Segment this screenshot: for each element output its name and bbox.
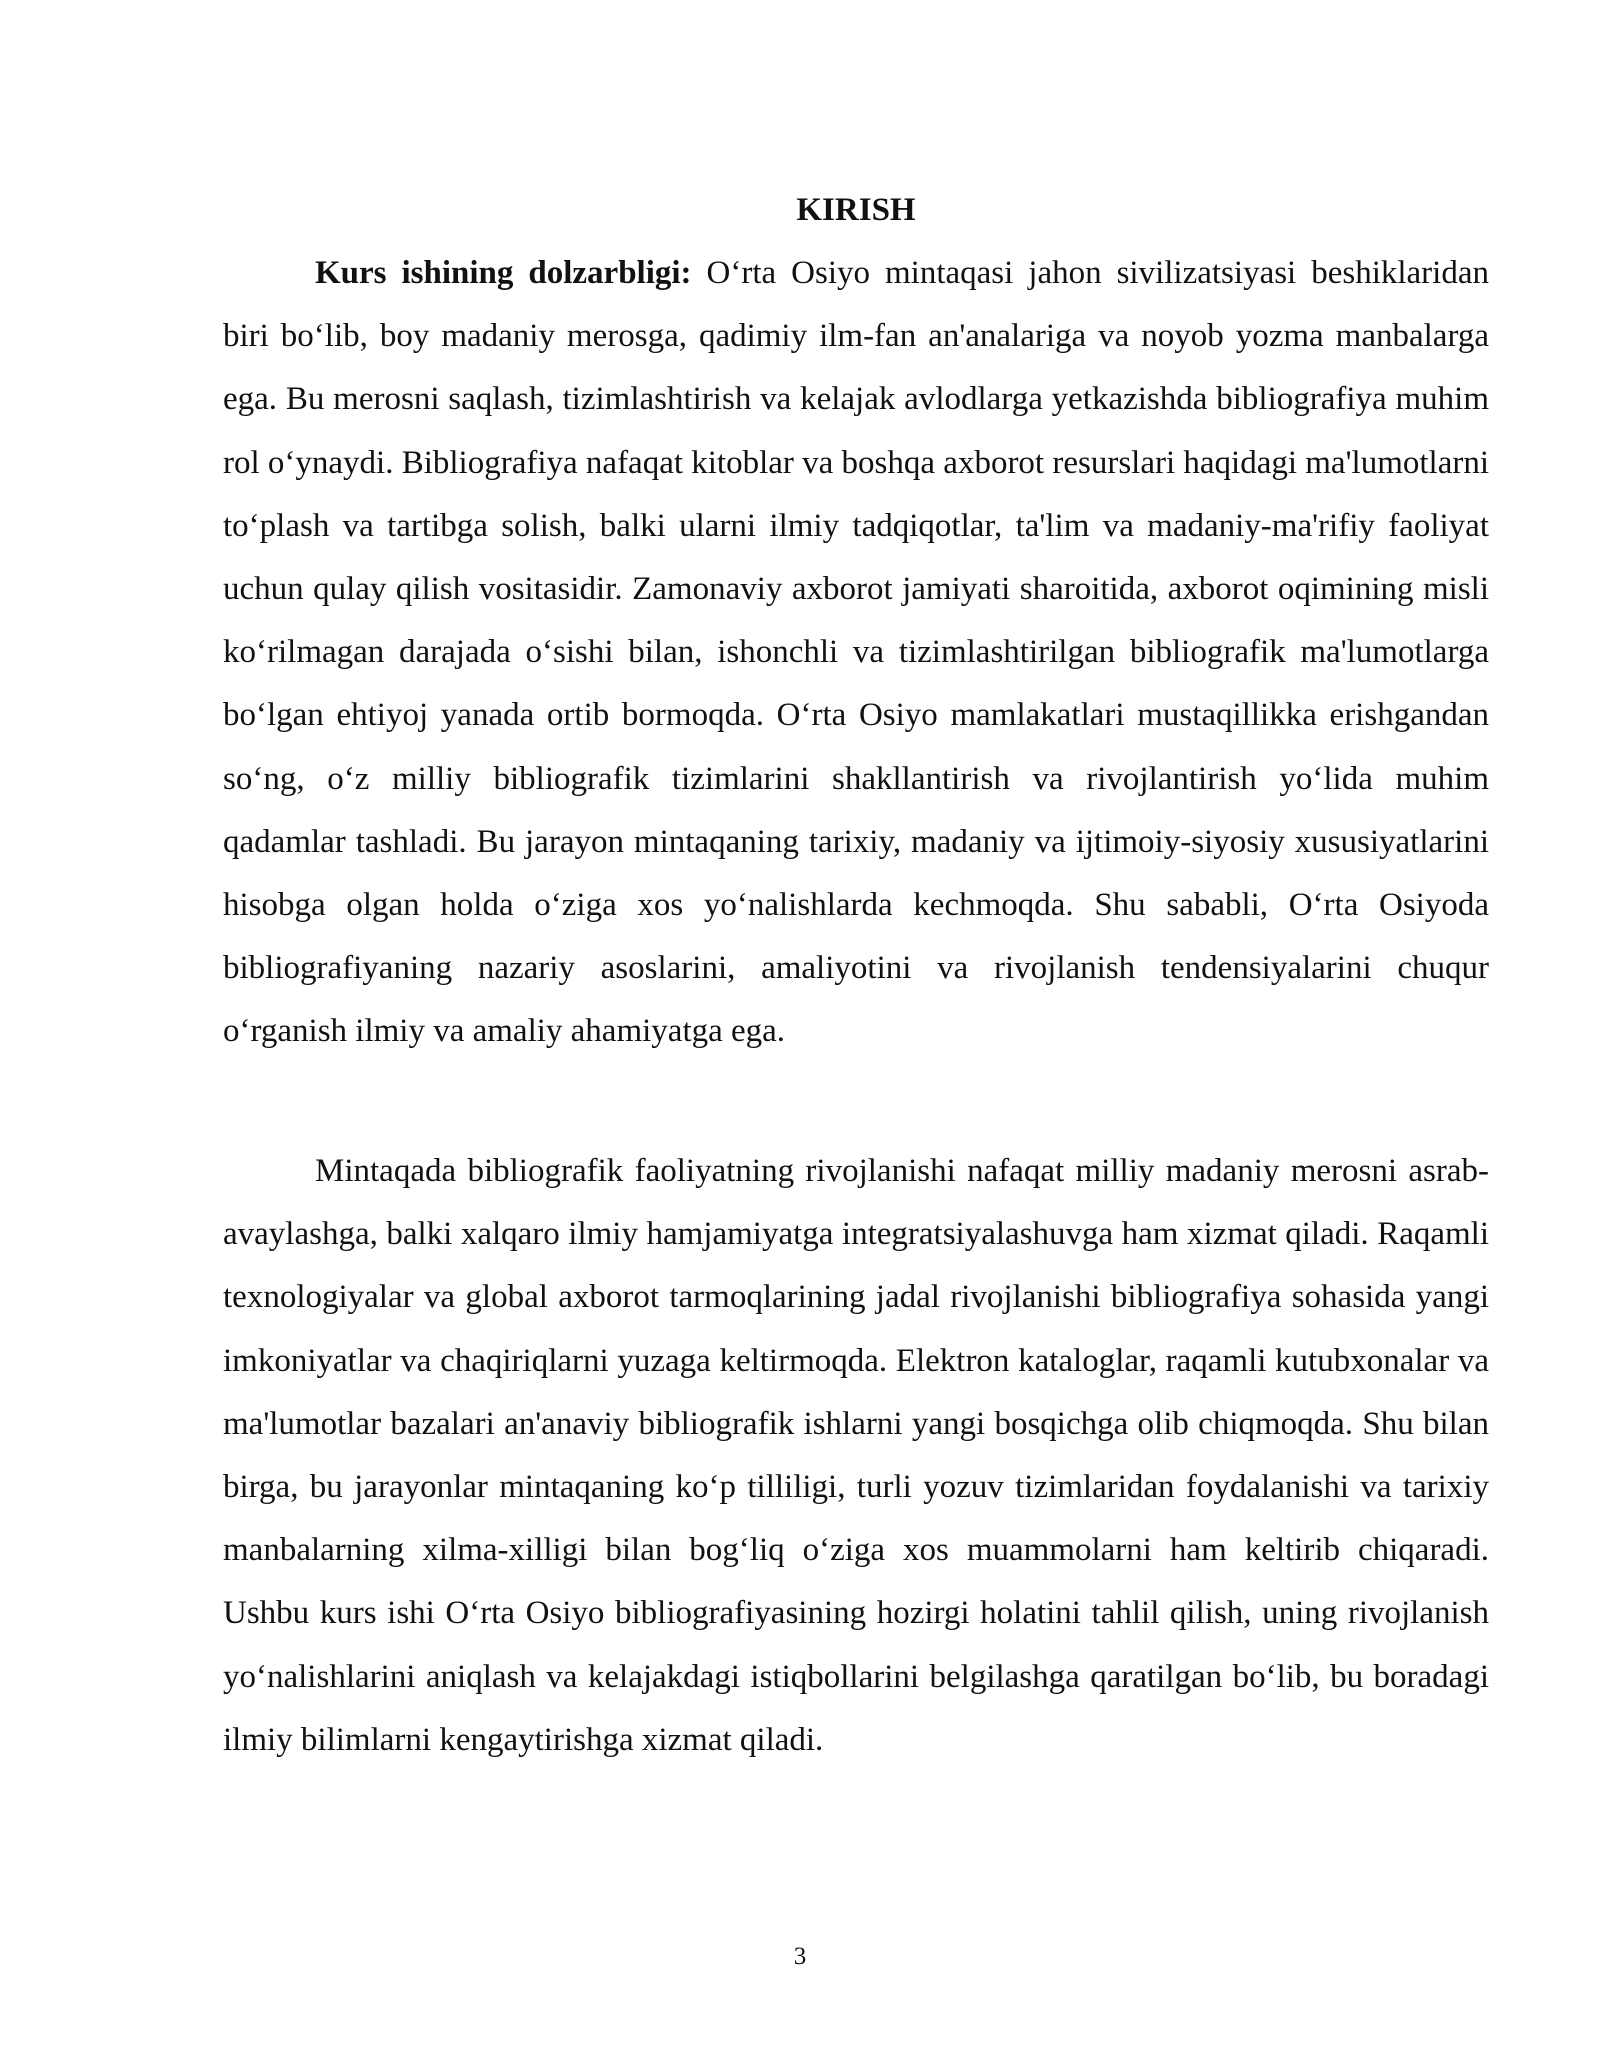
page-number: 3 <box>793 1943 807 1970</box>
paragraph-relevance-text: O‘rta Osiyo mintaqasi jahon sivilizatsiyasi beshiklaridan biri bo‘lib, boy madaniy merosga, qadimiy ilm-fan an'analariga va noyob yozma manbalarga ega. Bu merosni saqlash, tizimlashtirish va kelajak avlodlarga yetkazishda bibliografiya muhim rol o‘ynaydi. Bibliografiya nafaqat kitoblar va boshqa axborot resurslari haqidagi ma'lumotlarni to‘plash va tartibga solish, balki ularni ilmiy tadqiqotlar, ta'lim va madaniy-ma'rifiy faoliyat uchun qulay qilish vositasidir. Zamonaviy axborot jamiyati sharoitida, axborot oqimining misli ko‘rilmagan darajada o‘sishi bilan, ishonchli va tizimlashtirilgan bibliografik ma'lumotlarga bo‘lgan ehtiyoj yanada ortib bormoqda. O‘rta Osiyo mamlakatlari mustaqillikka erishgandan so‘ng, o‘z milliy bibliografik tizimlarini shakllantirish va rivojlantirish yo‘lida muhim qadamlar tashladi. Bu jarayon mintaqaning tarixiy, madaniy va ijtimoiy-siyosiy xususiyatlarini hisobga olgan holda o‘ziga xos yo‘nalishlarda kechmoqda. Shu sababli, O‘rta Osiyoda bibliografiyaning nazariy asoslarini, amaliyotini va rivojlanish tendensiyalarini chuqur o‘rganish ilmiy va amaliy ahamiyatga ega. <box>223 255 1490 1050</box>
paragraph-lead: Kurs ishining dolzarbligi: <box>315 255 692 291</box>
page-title: KIRISH <box>796 192 916 228</box>
paragraph-relevance <box>223 242 1489 1064</box>
paragraph-development: Mintaqada bibliografik faoliyatning rivojlanishi nafaqat milliy madaniy merosni asrab-avaylashga, balki xalqaro ilmiy hamjamiyatga integratsiyalashuvga ham xizmat qiladi. Raqamli texnologiyalar va global axborot tarmoqlarining jadal rivojlanishi bibliografiya sohasida yangi imkoniyatlar va chaqiriqlarni yuzaga keltirmoqda. Elektron kataloglar, raqamli kutubxonalar va ma'lumotlar bazalari an'anaviy bibliografik ishlarni yangi bosqichga olib chiqmoqda. Shu bilan birga, bu jarayonlar mintaqaning ko‘p tilliligi, turli yozuv tizimlaridan foydalanishi va tarixiy manbalarning xilma-xilligi bilan bog‘liq o‘ziga xos muammolarni ham keltirib chiqaradi. Ushbu kurs ishi O‘rta Osiyo bibliografiyasining hozirgi holatini tahlil qilish, uning rivojlanish yo‘nalishlarini aniqlash va kelajakdagi istiqbollarini belgilashga qaratilgan bo‘lib, bu boradagi ilmiy bilimlarni kengaytirishga xizmat qiladi. <box>223 1153 1489 1758</box>
